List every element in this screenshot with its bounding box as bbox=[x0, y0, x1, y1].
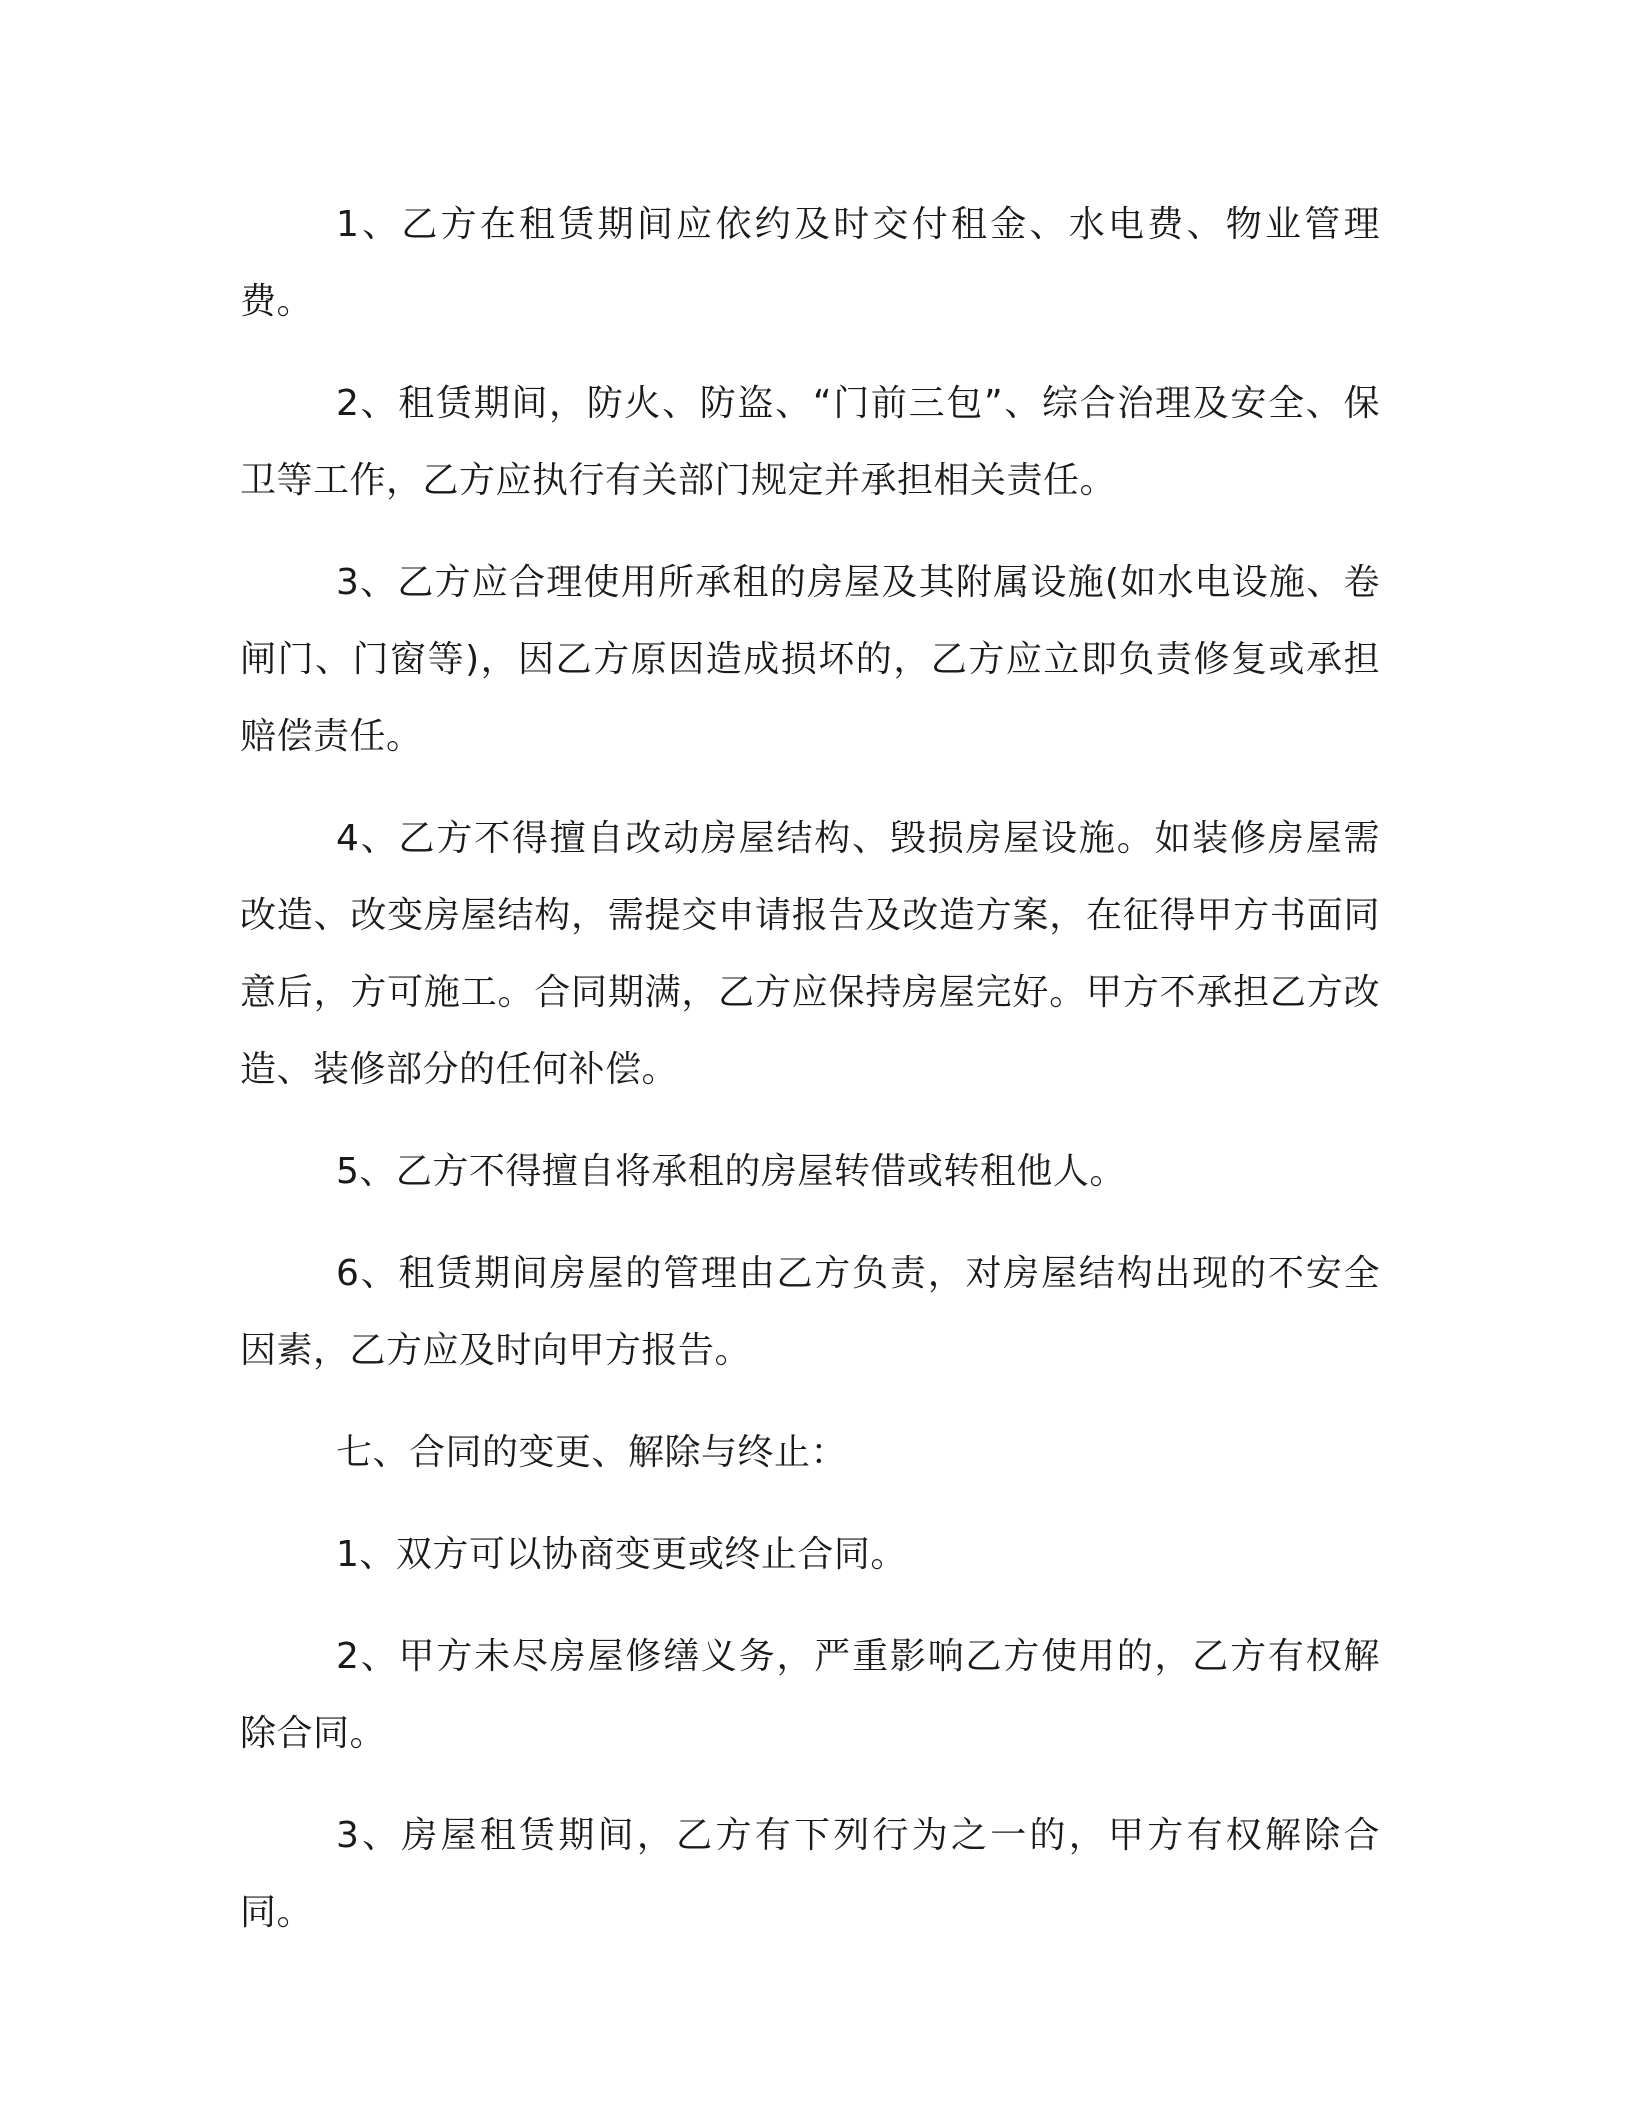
clause-paragraph: 4、乙方不得擅自改动房屋结构、毁损房屋设施。如装修房屋需改造、改变房屋结构，需提交申请报告及改造方案，在征得甲方书面同意后，方可施工。合同期满，乙方应保持房屋完好。甲方不承担乙方改造、装修部分的任何补偿。 bbox=[240, 818, 1380, 1090]
document-page bbox=[240, 186, 1380, 1976]
clause-paragraph: 1、乙方在租赁期间应依约及时交付租金、水电费、物业管理费。 bbox=[240, 204, 1380, 322]
clause-paragraph: 5、乙方不得擅自将承租的房屋转借或转租他人。 bbox=[336, 1151, 1126, 1192]
clause-paragraph: 2、租赁期间，防火、防盗、“门前三包”、综合治理及安全、保卫等工作，乙方应执行有关部门规定并承担相关责任。 bbox=[240, 383, 1380, 501]
clause-paragraph: 2、甲方未尽房屋修缮义务，严重影响乙方使用的，乙方有权解除合同。 bbox=[240, 1636, 1380, 1754]
clause-paragraph: 6、租赁期间房屋的管理由乙方负责，对房屋结构出现的不安全因素，乙方应及时向甲方报告。 bbox=[240, 1253, 1380, 1371]
clause-paragraph: 3、乙方应合理使用所承租的房屋及其附属设施(如水电设施、卷闸门、门窗等)，因乙方原因造成损坏的，乙方应立即负责修复或承担赔偿责任。 bbox=[240, 562, 1380, 757]
clause-paragraph: 3、房屋租赁期间，乙方有下列行为之一的，甲方有权解除合同。 bbox=[240, 1815, 1380, 1933]
section-heading: 七、合同的变更、解除与终止： bbox=[336, 1432, 848, 1473]
clause-paragraph: 1、双方可以协商变更或终止合同。 bbox=[336, 1534, 907, 1575]
